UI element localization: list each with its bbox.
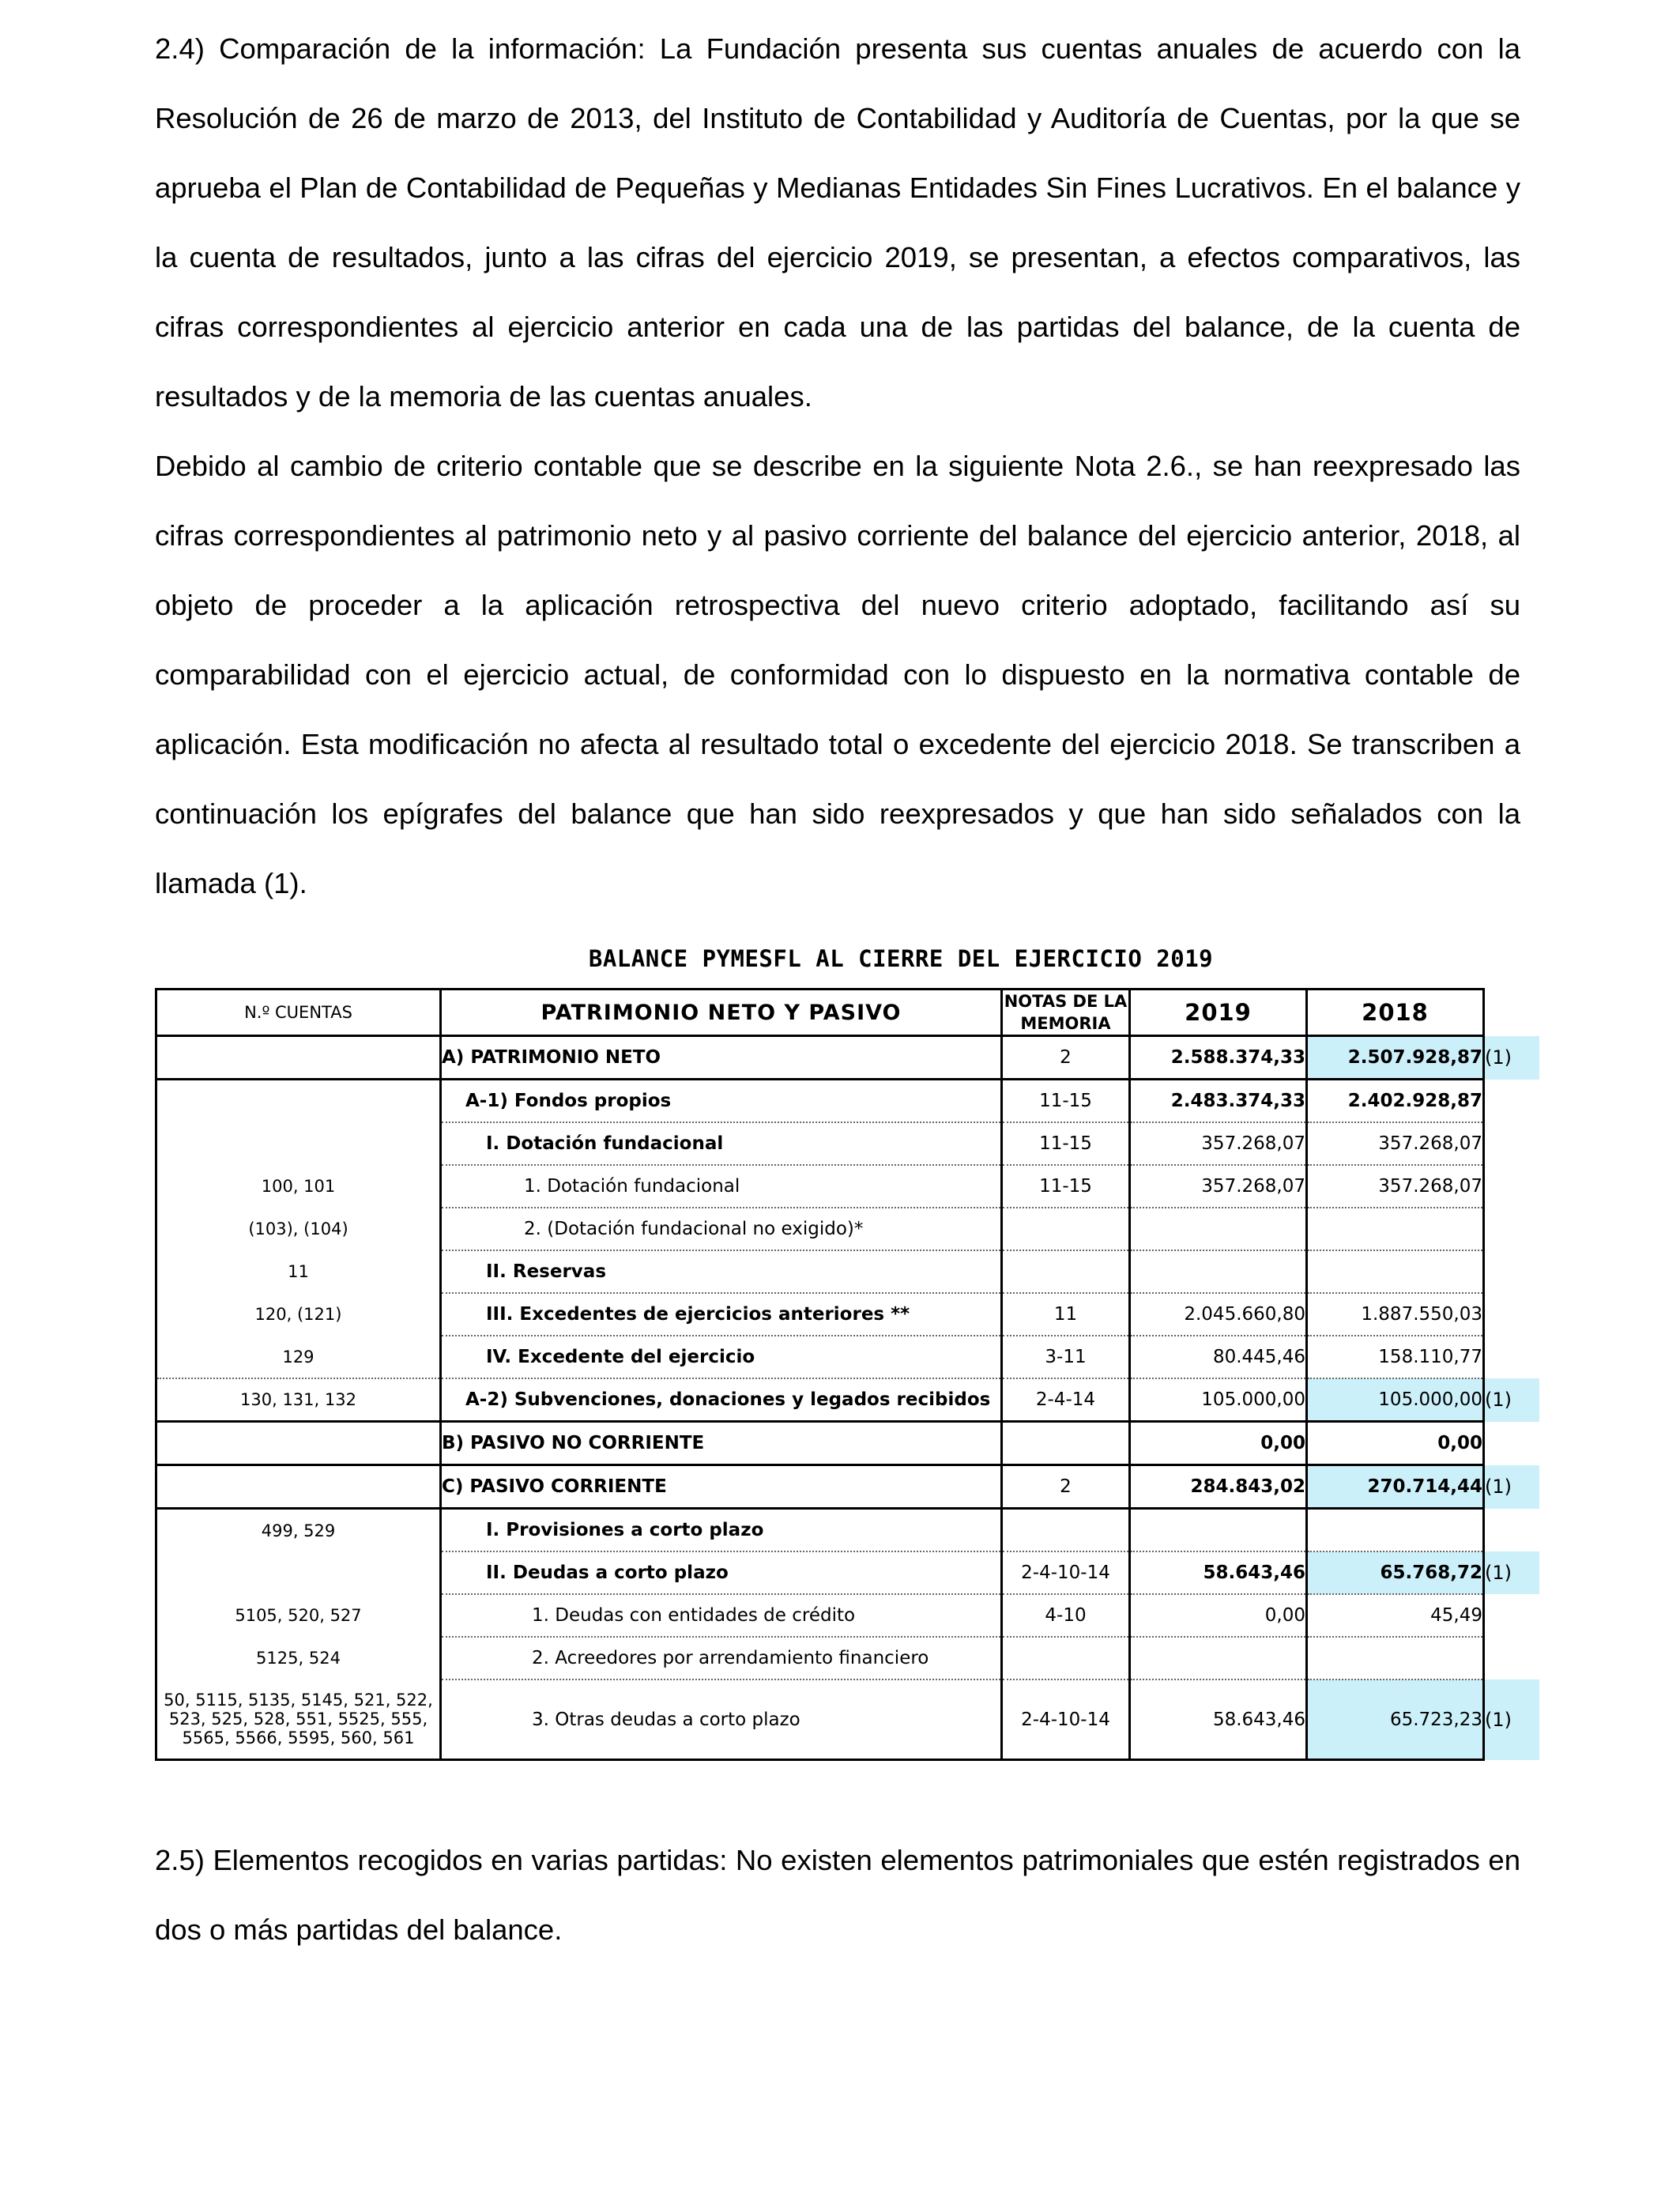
row-accounts: 5105, 520, 527: [156, 1594, 441, 1637]
row-notes: 11-15: [1002, 1080, 1130, 1123]
row-notes: 11-15: [1002, 1122, 1130, 1165]
row-value-2018: [1307, 1637, 1484, 1679]
row-accounts: 50, 5115, 5135, 5145, 521, 522, 523, 525, 528, 551, 5525, 555, 5565, 5566, 5595, 560, 561: [156, 1679, 441, 1760]
paragraph-2-4: 2.4) Comparación de la información: La Fundación presenta sus cuentas anuales de acuerdo con la Resolución de 26 de marzo de 2013, del Instituto de Contabilidad y Auditoría de Cuentas, por la que se aprueba el Plan de Contabilidad de Pequeñas y Medianas Entidades Sin Fines Lucrativos. En el balance y la cuenta de resultados, junto a las cifras del ejercicio 2019, se presentan, a efectos comparativos, las cifras correspondientes al ejercicio anterior en cada una de las partidas del balance, de la cuenta de resultados y de la memoria de las cuentas anuales.: [155, 32, 1520, 413]
row-value-2018: 65.723,23: [1307, 1679, 1484, 1760]
restated-mark: [1484, 1336, 1539, 1378]
row-accounts: 130, 131, 132: [156, 1378, 441, 1422]
row-notes: 11-15: [1002, 1165, 1130, 1208]
restated-mark: [1484, 1080, 1539, 1123]
row-value-2019: 80.445,46: [1130, 1336, 1307, 1378]
restated-mark: (1): [1484, 1378, 1539, 1422]
row-notes: 2-4-10-14: [1002, 1679, 1130, 1760]
restated-mark: [1484, 1293, 1539, 1336]
row-notes: [1002, 1208, 1130, 1250]
row-value-2018: [1307, 1208, 1484, 1250]
restated-mark: [1484, 1122, 1539, 1165]
row-notes: 2: [1002, 1465, 1130, 1509]
row-value-2019: [1130, 1509, 1307, 1552]
row-notes: 4-10: [1002, 1594, 1130, 1637]
table-row: [156, 1080, 1539, 1123]
table-row: [156, 1036, 1539, 1080]
paragraph-restatement: Debido al cambio de criterio contable que se describe en la siguiente Nota 2.6., se han reexpresado las cifras correspondientes al patrimonio neto y al pasivo corriente del balance del ejercicio anterior, 2018, al objeto de proceder a la aplicación retrospectiva del nuevo criterio adoptado, facilitando así su comparabilidad con el ejercicio actual, de conformidad con lo dispuesto en la normativa contable de aplicación. Esta modificación no afecta al resultado total o excedente del ejercicio 2018. Se transcriben a continuación los epígrafes del balance que han sido reexpresados y que han sido señalados con la llamada (1).: [155, 450, 1520, 899]
table-row: [156, 1637, 1539, 1679]
row-concept: 1. Dotación fundacional: [441, 1165, 1002, 1208]
row-value-2018: 357.268,07: [1307, 1165, 1484, 1208]
row-value-2019: 58.643,46: [1130, 1551, 1307, 1594]
row-value-2018: 158.110,77: [1307, 1336, 1484, 1378]
row-concept: C) PASIVO CORRIENTE: [441, 1465, 1002, 1509]
row-value-2018: 65.768,72: [1307, 1551, 1484, 1594]
row-value-2018: [1307, 1509, 1484, 1552]
row-value-2019: 357.268,07: [1130, 1122, 1307, 1165]
table-row: [156, 1378, 1539, 1422]
row-accounts: [156, 1422, 441, 1465]
row-accounts: 11: [156, 1250, 441, 1293]
row-notes: [1002, 1637, 1130, 1679]
row-concept: II. Deudas a corto plazo: [441, 1551, 1002, 1594]
restated-mark: (1): [1484, 1551, 1539, 1594]
row-value-2018: 2.507.928,87: [1307, 1036, 1484, 1080]
row-value-2018: [1307, 1250, 1484, 1293]
row-value-2018: 45,49: [1307, 1594, 1484, 1637]
header-notes: NOTAS DE LA MEMORIA: [1002, 990, 1130, 1036]
table-row: [156, 1293, 1539, 1336]
row-value-2018: 357.268,07: [1307, 1122, 1484, 1165]
table-row: [156, 1336, 1539, 1378]
row-concept: A-1) Fondos propios: [441, 1080, 1002, 1123]
table-header-row: [156, 990, 1539, 1036]
row-concept: A-2) Subvenciones, donaciones y legados recibidos: [441, 1378, 1002, 1422]
restated-mark: [1484, 1509, 1539, 1552]
row-value-2019: 2.483.374,33: [1130, 1080, 1307, 1123]
row-concept: 2. Acreedores por arrendamiento financiero: [441, 1637, 1002, 1679]
row-notes: [1002, 1509, 1130, 1552]
header-concept: PATRIMONIO NETO Y PASIVO: [441, 990, 1002, 1036]
table-row: [156, 1594, 1539, 1637]
balance-table: [155, 988, 1540, 1761]
row-value-2018: 1.887.550,03: [1307, 1293, 1484, 1336]
row-concept: I. Dotación fundacional: [441, 1122, 1002, 1165]
row-accounts: 129: [156, 1336, 441, 1378]
table-row: [156, 1422, 1539, 1465]
header-accounts: N.º CUENTAS: [156, 990, 441, 1036]
row-notes: 2-4-14: [1002, 1378, 1130, 1422]
restated-mark: [1484, 1422, 1539, 1465]
row-value-2018: 0,00: [1307, 1422, 1484, 1465]
row-accounts: 120, (121): [156, 1293, 441, 1336]
restated-mark: [1484, 1165, 1539, 1208]
row-accounts: [156, 1122, 441, 1165]
row-concept: A) PATRIMONIO NETO: [441, 1036, 1002, 1080]
row-value-2019: 58.643,46: [1130, 1679, 1307, 1760]
row-value-2018: 105.000,00: [1307, 1378, 1484, 1422]
row-value-2019: 0,00: [1130, 1594, 1307, 1637]
row-accounts: [156, 1551, 441, 1594]
restated-mark: [1484, 1637, 1539, 1679]
table-row: [156, 1509, 1539, 1552]
restated-mark: [1484, 1250, 1539, 1293]
row-notes: 3-11: [1002, 1336, 1130, 1378]
row-value-2019: 105.000,00: [1130, 1378, 1307, 1422]
row-accounts: [156, 1465, 441, 1509]
header-2019: 2019: [1130, 990, 1307, 1036]
row-accounts: 5125, 524: [156, 1637, 441, 1679]
row-concept: 1. Deudas con entidades de crédito: [441, 1594, 1002, 1637]
row-accounts: [156, 1036, 441, 1080]
row-notes: 11: [1002, 1293, 1130, 1336]
row-notes: 2-4-10-14: [1002, 1551, 1130, 1594]
table-row: [156, 1250, 1539, 1293]
row-notes: [1002, 1422, 1130, 1465]
row-concept: II. Reservas: [441, 1250, 1002, 1293]
header-2018: 2018: [1307, 990, 1484, 1036]
restated-mark: [1484, 1208, 1539, 1250]
row-value-2019: 0,00: [1130, 1422, 1307, 1465]
row-concept: I. Provisiones a corto plazo: [441, 1509, 1002, 1552]
row-accounts: 100, 101: [156, 1165, 441, 1208]
row-value-2018: 270.714,44: [1307, 1465, 1484, 1509]
row-value-2018: 2.402.928,87: [1307, 1080, 1484, 1123]
table-row: [156, 1165, 1539, 1208]
restated-mark: [1484, 1594, 1539, 1637]
row-value-2019: [1130, 1637, 1307, 1679]
restated-mark: (1): [1484, 1679, 1539, 1760]
table-row: [156, 1679, 1539, 1760]
restated-mark: (1): [1484, 1465, 1539, 1509]
row-notes: 2: [1002, 1036, 1130, 1080]
row-accounts: 499, 529: [156, 1509, 441, 1552]
row-value-2019: 2.588.374,33: [1130, 1036, 1307, 1080]
table-row: [156, 1551, 1539, 1594]
row-concept: III. Excedentes de ejercicios anteriores **: [441, 1293, 1002, 1336]
table-row: [156, 1122, 1539, 1165]
row-notes: [1002, 1250, 1130, 1293]
row-value-2019: 2.045.660,80: [1130, 1293, 1307, 1336]
row-accounts: (103), (104): [156, 1208, 441, 1250]
row-concept: IV. Excedente del ejercicio: [441, 1336, 1002, 1378]
row-value-2019: [1130, 1250, 1307, 1293]
paragraph-2-5: 2.5) Elementos recogidos en varias partidas: No existen elementos patrimoniales que estén registrados en dos o más partidas del balance.: [155, 1844, 1520, 1946]
row-value-2019: [1130, 1208, 1307, 1250]
restated-mark: (1): [1484, 1036, 1539, 1080]
row-value-2019: 284.843,02: [1130, 1465, 1307, 1509]
row-value-2019: 357.268,07: [1130, 1165, 1307, 1208]
row-accounts: [156, 1080, 441, 1123]
table-row: [156, 1465, 1539, 1509]
row-concept: 3. Otras deudas a corto plazo: [441, 1679, 1002, 1760]
row-concept: 2. (Dotación fundacional no exigido)*: [441, 1208, 1002, 1250]
row-concept: B) PASIVO NO CORRIENTE: [441, 1422, 1002, 1465]
table-row: [156, 1208, 1539, 1250]
table-title: BALANCE PYMESFL AL CIERRE DEL EJERCICIO 2019: [588, 945, 1214, 972]
